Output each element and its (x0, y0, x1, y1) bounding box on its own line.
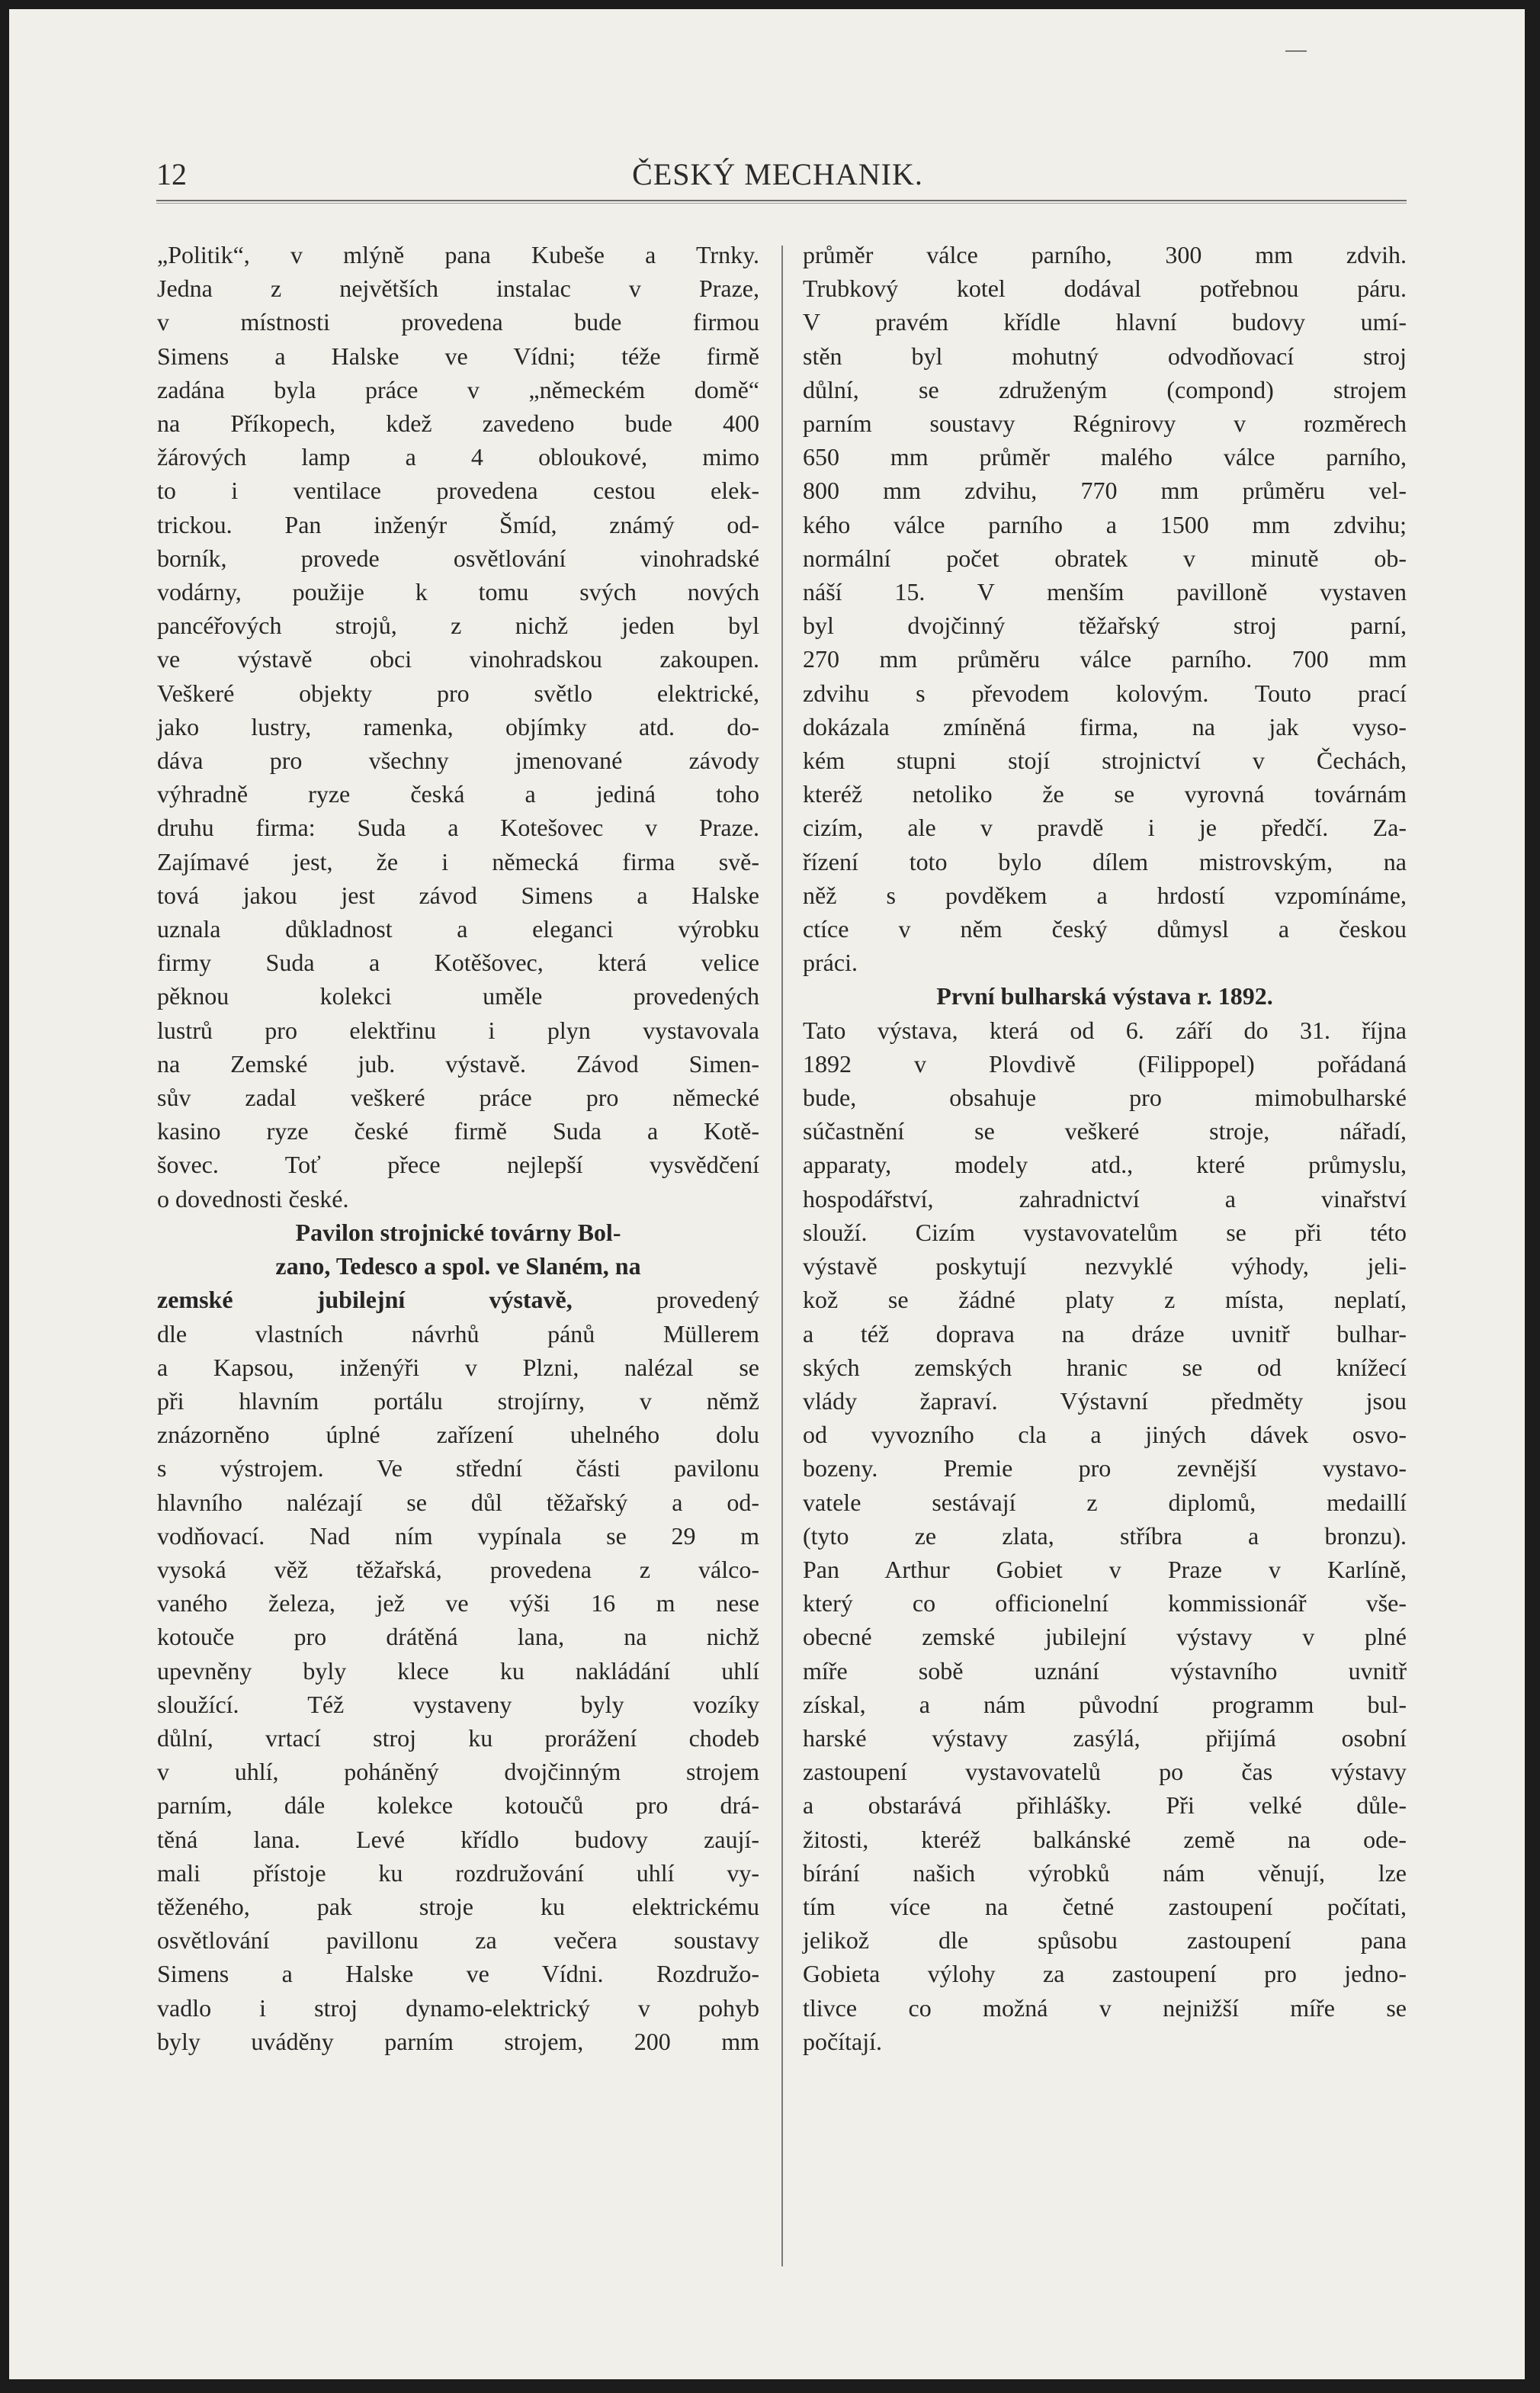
text-line: kotouče pro drátěná lana, na nichž (157, 1623, 759, 1651)
text-line: v místnosti provedena bude firmou (157, 308, 759, 336)
text-line: žitosti, kteréž balkánské země na ode- (803, 1825, 1407, 1853)
text-line: Zajímavé jest, že i německá firma svě- (157, 847, 759, 875)
running-title: ČESKÝ MECHANIK. (632, 157, 923, 191)
text-line: důlní, vrtací stroj ku prorážení chodeb (157, 1723, 759, 1752)
text-line: hospodářství, zahradnictví a vinařství (803, 1184, 1407, 1213)
text-line: získal, a nám původní programm bul- (803, 1690, 1407, 1718)
text-line: borník, provede osvětlování vinohradské (157, 544, 759, 572)
text-line: tím více na četné zastoupení počítati, (803, 1892, 1407, 1920)
right-paragraph-bulgaria (803, 1013, 1407, 2058)
text-line: řízení toto bylo dílem mistrovským, na (803, 847, 1407, 875)
left-column (157, 238, 759, 2058)
text-line: obecné zemské jubilejní výstavy v plné (803, 1623, 1407, 1651)
text-line: firmy Suda a Kotěšovec, která velice (157, 949, 759, 977)
text-line: 270 mm průměru válce parního. 700 mm (803, 645, 1407, 673)
text-line: byl dvojčinný těžařský stroj parní, (803, 612, 1407, 640)
text-line: upevněny byly klece ku nakládání uhlí (157, 1656, 759, 1685)
text-line: s výstrojem. Ve střední části pavilonu (157, 1454, 759, 1482)
text-line: dáva pro všechny jmenované závody (157, 747, 759, 775)
text-line: tlivce co možná v nejnižší míře se (803, 1993, 1407, 2022)
section-heading: První bulharská výstava r. 1892. (936, 982, 1273, 1010)
text-line: a obstarává přihlášky. Při velké důle- (803, 1791, 1407, 1820)
text-line: od vyvozního cla a jiných dávek osvo- (803, 1421, 1407, 1449)
text-line: bozeny. Premie pro zevnější vystavo- (803, 1454, 1407, 1482)
text-line: 1892 v Plovdivě (Filippopel) pořádaná (803, 1049, 1407, 1078)
text-line: počítají. (803, 2027, 882, 2055)
text-line: sův zadal veškeré práce pro německé (157, 1084, 759, 1112)
text-line: Gobieta výlohy za zastoupení pro jedno- (803, 1960, 1407, 1988)
text-line: něž s povděkem a hrdostí vzpomínáme, (803, 881, 1407, 909)
text-line: parním, dále kolekce kotoučů pro drá- (157, 1791, 759, 1820)
right-paragraph-machines (803, 238, 1407, 979)
text-line: Veškeré objekty pro světlo elektrické, (157, 679, 759, 707)
text-line: Jedna z největších instalac v Praze, (157, 275, 759, 303)
text-line: byly uváděny parním strojem, 200 mm (157, 2027, 759, 2055)
text-line: při hlavním portálu strojírny, v němž (157, 1386, 759, 1415)
text-line: a Kapsou, inženýři v Plzni, nalézal se (157, 1353, 759, 1381)
text-line: vaného železa, jež ve výši 16 m nese (157, 1589, 759, 1617)
text-line: stěn byl mohutný odvodňovací stroj (803, 342, 1407, 370)
text-line: sloužící. Též vystaveny byly vozíky (157, 1690, 759, 1718)
text-line: vlády žapraví. Výstavní předměty jsou (803, 1386, 1407, 1415)
text-line: (tyto ze zlata, stříbra a bronzu). (803, 1521, 1407, 1550)
text-line: na Zemské jub. výstavě. Závod Simen- (157, 1049, 759, 1078)
text-line: druhu firma: Suda a Kotešovec v Praze. (157, 814, 759, 842)
text-line: kasino ryze české firmě Suda a Kotě- (157, 1117, 759, 1145)
left-heading-pavilon (157, 1216, 759, 1317)
text-line: cizím, ale v pravdě i je předčí. Za- (803, 814, 1407, 842)
text-line: Simens a Halske ve Vídni; téže firmě (157, 342, 759, 370)
text-line: vodňovací. Nad ním vypínala se 29 m (157, 1521, 759, 1550)
text-line: náší 15. V menším pavilloně vystaven (803, 578, 1407, 606)
text-line: pancéřových strojů, z nichž jeden byl (157, 612, 759, 640)
text-line: dle vlastních návrhů pánů Müllerem (157, 1319, 759, 1347)
text-line: tová jakou jest závod Simens a Halske (157, 881, 759, 909)
text-line: kém stupni stojí strojnictví v Čechách, (803, 747, 1407, 775)
text-line: znázorněno úplné zařízení uhelného dolu (157, 1421, 759, 1449)
text-line: který co officionelní kommissionář vše- (803, 1589, 1407, 1617)
text-line: kého válce parního a 1500 mm zdvihu; (803, 510, 1407, 538)
text-line: vatele sestávají z diplomů, medaillí (803, 1488, 1407, 1516)
text-line: ve výstavě obci vinohradskou zakoupen. (157, 645, 759, 673)
left-paragraph-pavilon (157, 1317, 759, 2058)
text-line: a též doprava na dráze uvnitř bulhar- (803, 1319, 1407, 1347)
text-line: bude, obsahuje pro mimobulharské (803, 1084, 1407, 1112)
text-line: ctíce v něm český důmysl a českou (803, 915, 1407, 943)
text-line: V pravém křídle hlavní budovy umí- (803, 308, 1407, 336)
text-line: vysoká věž těžařská, provedena z válco- (157, 1555, 759, 1583)
text-line: normální počet obratek v minutě ob- (803, 544, 1407, 572)
text-line: míře sobě uznání výstavního uvnitř (803, 1656, 1407, 1685)
text-line: práci. (803, 949, 858, 977)
heading-line: Pavilon strojnické továrny Bol- (295, 1218, 621, 1246)
text-line: parním soustavy Régnirovy v rozměrech (803, 410, 1407, 438)
text-line: vadlo i stroj dynamo-elektrický v pohyb (157, 1993, 759, 2022)
text-line: těženého, pak stroje ku elektrickému (157, 1892, 759, 1920)
heading-line: zano, Tedesco a spol. ve Slaném, na (275, 1252, 641, 1280)
text-line: vodárny, použije k tomu svých nových (157, 578, 759, 606)
right-heading-bulgaria (803, 979, 1407, 1013)
text-line: Pan Arthur Gobiet v Praze v Karlíně, (803, 1555, 1407, 1583)
text-line: trickou. Pan inženýr Šmíd, známý od- (157, 510, 759, 538)
column-divider (781, 246, 783, 2266)
text-line: průměr válce parního, 300 mm zdvih. (803, 241, 1407, 268)
heading-bold-part: zemské jubilejní výstavě, (157, 1286, 573, 1314)
page-header (156, 156, 1399, 204)
text-line: uznala důkladnost a eleganci výrobku (157, 915, 759, 943)
heading-rest-part: provedený (572, 1286, 760, 1314)
text-line: kož se žádné platy z místa, neplatí, (803, 1286, 1407, 1314)
text-line: zdvihu s převodem kolovým. Touto prací (803, 679, 1407, 707)
text-line: šovec. Toť přece nejlepší vysvědčení (157, 1151, 759, 1179)
text-line: Trubkový kotel dodával potřebnou páru. (803, 275, 1407, 303)
text-line: o dovednosti české. (157, 1184, 349, 1213)
header-rule (156, 200, 1407, 204)
text-line: zastoupení vystavovatelů po čas výstavy (803, 1758, 1407, 1786)
text-line: hlavního nalézají se důl těžařský a od- (157, 1488, 759, 1516)
text-line: osvětlování pavillonu za večera soustavy (157, 1926, 759, 1955)
heading-line-3 (157, 1283, 759, 1316)
text-line: Tato výstava, která od 6. září do 31. října (803, 1016, 1407, 1044)
text-line: výstavě poskytují nezvyklé výhody, jeli- (803, 1252, 1407, 1280)
text-line: lustrů pro elektřinu i plyn vystavovala (157, 1016, 759, 1044)
text-line: na Příkopech, kdež zavedeno bude 400 (157, 410, 759, 438)
text-line: 650 mm průměr malého válce parního, (803, 443, 1407, 471)
text-line: kteréž netoliko že se vyrovná továrnám (803, 780, 1407, 808)
text-line: pěknou kolekci uměle provedených (157, 982, 759, 1010)
text-line: jelikož dle spůsobu zastoupení pana (803, 1926, 1407, 1955)
text-line: důlní, se združeným (compond) strojem (803, 375, 1407, 403)
text-line: súčastnění se veškeré stroje, nářadí, (803, 1117, 1407, 1145)
text-line: apparaty, modely atd., které průmyslu, (803, 1151, 1407, 1179)
text-line: 800 mm zdvihu, 770 mm průměru vel- (803, 477, 1407, 505)
text-line: dokázala zmíněná firma, na jak vyso- (803, 712, 1407, 740)
text-line: v uhlí, poháněný dvojčinným strojem (157, 1758, 759, 1786)
corner-mark (1285, 50, 1307, 52)
page-number: 12 (156, 157, 187, 191)
left-paragraph-electric (157, 238, 759, 1216)
text-line: výhradně ryze česká a jediná toho (157, 780, 759, 808)
text-line: bírání našich výrobků nám věnují, lze (803, 1858, 1407, 1887)
text-line: zadána byla práce v „německém domě“ (157, 375, 759, 403)
text-line: ských zemských hranic se od knížecí (803, 1353, 1407, 1381)
text-line: harské výstavy zasýlá, přijímá osobní (803, 1723, 1407, 1752)
text-line: mali přístoje ku rozdružování uhlí vy- (157, 1858, 759, 1887)
text-line: to i ventilace provedena cestou elek- (157, 477, 759, 505)
text-line: „Politik“, v mlýně pana Kubeše a Trnky. (157, 241, 759, 268)
text-line: žárových lamp a 4 obloukové, mimo (157, 443, 759, 471)
text-line: slouží. Cizím vystavovatelům se při této (803, 1218, 1407, 1246)
text-line: těná lana. Levé křídlo budovy zaují- (157, 1825, 759, 1853)
right-column (803, 238, 1407, 2058)
text-line: Simens a Halske ve Vídni. Rozdružo- (157, 1960, 759, 1988)
text-line: jako lustry, ramenka, objímky atd. do- (157, 712, 759, 740)
